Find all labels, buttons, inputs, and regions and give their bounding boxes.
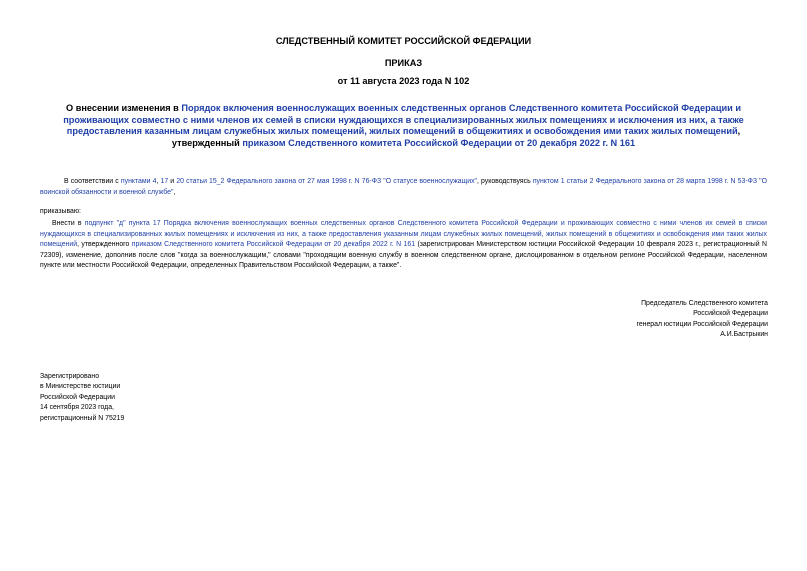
link-order-161[interactable]: приказом Следственного комитета Российской Федерации от 20 декабря 2022 г. N 161	[131, 241, 416, 249]
link-paragraph-17[interactable]: 17	[160, 178, 169, 185]
signature-line: генерал юстиции Российской Федерации	[636, 320, 768, 328]
link-subparagraph-d[interactable]: подпункт "д" пункта 17	[84, 220, 161, 227]
registration-line: в Министерстве юстиции	[40, 383, 121, 391]
link-federal-law-76[interactable]: Федерального закона от 27 мая 1998 г. N 76-ФЗ "О статусе военнослужащих"	[226, 178, 477, 185]
title-link-order[interactable]: приказом Следственного комитета Российской Федерации от 20 декабря 2022 г. N 161	[242, 137, 636, 148]
text-run: Внести в	[52, 220, 85, 227]
registration-line: Российской Федерации	[40, 393, 115, 401]
title-link-procedure[interactable]: Порядок включения военнослужащих военных следственных органов Следственного комитета Российской Федерации и проживающих совместно с ними членов их семей в списки нуждающихся в специализированных жилых помещениях и исключения из них, а также предоставления казанным лицам служебных жилых помещений, жилых помещений в общежитиях и освобождения ими таких жилых помещений	[63, 103, 744, 137]
registration-date: 14 сентября 2023 года,	[40, 404, 114, 412]
link-federal-law-53[interactable]: Федерального закона от 28 марта 1998 г. N 53-ФЗ "О воинской обязанности и военной службе"	[40, 178, 767, 196]
link-procedure[interactable]: Порядка включения военнослужащих военных следственных органов Следственного комитета Российской Федерации и проживающих совместно с ними членов их семей в списки нуждающихся в специализированных жилых помещениях и исключения из них, а также предоставления указанным лицам служебных жилых помещений, жилых помещений в общежитиях и освобождения ими таких жилых помещений	[40, 220, 767, 249]
text-run: и	[168, 178, 177, 185]
registration-block	[40, 372, 260, 424]
title-text: , утвержденный	[171, 126, 741, 148]
signature-block	[560, 299, 768, 341]
text-run: (зарегистрирован Министерством юстиции Российской Федерации 10 февраля 2023 г., регистрационный N 72309), изменение, дополнив после слов "когда за военнослужащим," словами "проходящим военную службу в военном следственном органе, дислоцированном в отдельном регионе Российской Федерации, населенном пункте или местности Российской Федерации, определенных Правительством Российской Федерации, а также".	[40, 241, 768, 270]
preamble-paragraph	[40, 177, 767, 198]
registration-number: регистрационный N 75219	[40, 414, 125, 422]
link-paragraph-4[interactable]: пунктами 4	[120, 178, 157, 185]
title-text: О внесении изменения в	[66, 103, 182, 113]
text-run: В соответствии с	[64, 178, 121, 185]
text-run: , утвержденного	[77, 241, 132, 249]
signature-line: Председатель Следственного комитета	[641, 300, 768, 307]
amendment-paragraph	[40, 219, 767, 272]
document-title	[40, 103, 767, 149]
registration-line: Зарегистрировано	[40, 373, 100, 380]
document-date-number: от 11 августа 2023 года N 102	[337, 76, 470, 86]
document-type: ПРИКАЗ	[384, 58, 423, 68]
link-article-2-paragraph-1[interactable]: пунктом 1 статьи 2	[532, 178, 594, 185]
text-run: ,	[173, 188, 176, 196]
link-article-15-2[interactable]: 20 статьи 15_2	[176, 178, 225, 185]
order-word: приказываю:	[40, 208, 81, 215]
signatory-name: А.И.Бастрыкин	[720, 331, 768, 339]
text-run: , руководствуясь	[476, 178, 533, 185]
text-run: ,	[156, 178, 161, 185]
signature-line: Российской Федерации	[693, 310, 768, 318]
authority-heading: СЛЕДСТВЕННЫЙ КОМИТЕТ РОССИЙСКОЙ ФЕДЕРАЦИИ	[275, 36, 532, 46]
